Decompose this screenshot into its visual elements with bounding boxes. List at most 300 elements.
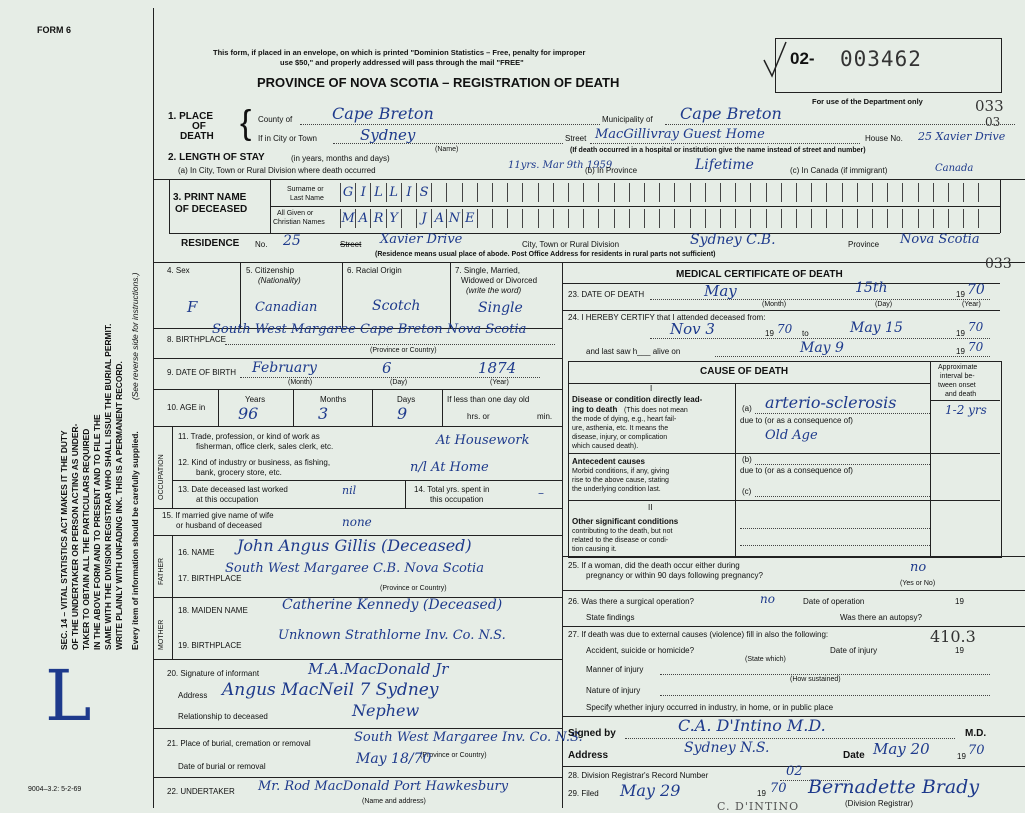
surname-cell (538, 183, 553, 202)
form-code: 9004–3.2: 5-2-69 (28, 786, 82, 793)
q26-yr: 19 (955, 597, 964, 606)
other-text-2: related to the disease or condi- (572, 537, 669, 544)
how-sustained: (How sustained) (790, 676, 841, 683)
residence-city-label: City, Town or Rural Division (522, 240, 620, 249)
surname-cell: L (370, 183, 385, 202)
to-yr-prefix: 19 (956, 329, 965, 338)
surname-cell: L (386, 183, 401, 202)
from-yr-prefix: 19 (765, 329, 774, 338)
father-bp-label: 17. BIRTHPLACE (178, 574, 242, 583)
cause-divider-antecedent (568, 453, 1000, 454)
given-cell (766, 209, 781, 228)
notice-line-2: use $50," and properly addressed will pass through the mail "FREE" (280, 58, 524, 67)
q23-label: 23. DATE OF DEATH (568, 290, 645, 299)
other-text-3: tion causing it. (572, 546, 617, 553)
divider-q25 (562, 590, 1025, 591)
side-line-2: OF THE UNDERTAKER OR PERSON ACTING AS UNDER- (70, 423, 80, 650)
surname-cell (690, 183, 705, 202)
sex-label: 4. Sex (167, 266, 190, 275)
divider-after-stay (153, 179, 1025, 180)
interval-label-3: tween onset (938, 382, 976, 389)
death-month-lbl: (Month) (762, 301, 787, 308)
side-line-4: IN THE ABOVE FORM AND TO PRESENT AND TO FILE THE (92, 414, 102, 650)
given-cell (659, 209, 674, 228)
residence-province-value: Nova Scotia (900, 232, 980, 247)
filed-date: May 29 (620, 781, 681, 800)
age-months-lbl: Months (320, 395, 347, 404)
last-seen-value: May 9 (800, 340, 844, 356)
q29-label: 29. Filed (568, 789, 599, 798)
surname-cell (477, 183, 492, 202)
dept-code-2: 03 (985, 115, 1001, 129)
nature-line (660, 695, 990, 696)
marital-label-1: 7. Single, Married, (455, 266, 520, 275)
citizen-label: 5. Citizenship (246, 266, 295, 275)
signed-yr-prefix: 19 (957, 752, 966, 761)
death-year-lbl: (Year) (962, 301, 981, 308)
antecedent-text-1: Morbid conditions, if any, giving (572, 468, 670, 475)
residence-city-value: Sydney C.B. (690, 232, 776, 248)
other-line-2 (740, 545, 930, 546)
cause-title: CAUSE OF DEATH (700, 366, 789, 377)
stay-c-value: Canada (935, 163, 974, 174)
citizen-sub: (Nationality) (258, 276, 301, 285)
divider-row-9 (153, 389, 562, 390)
manner-label: Manner of injury (586, 665, 644, 674)
given-cell (948, 209, 963, 228)
house-value: 25 Xavier Drive (918, 130, 1006, 143)
marital-sub: (write the word) (466, 286, 522, 295)
given-cell (538, 209, 553, 228)
surname-cell (553, 183, 568, 202)
birthplace-line (225, 344, 555, 345)
q24-line (650, 338, 990, 339)
given-cell (477, 209, 492, 228)
q25-label-2: pregnancy or within 90 days following pregnancy? (586, 571, 763, 580)
age-div-2 (293, 389, 294, 426)
disease-text-5: which caused death). (572, 443, 639, 450)
given-cell (826, 209, 841, 228)
divider-row-14 (153, 508, 562, 509)
cause-a-line (755, 413, 930, 414)
cause-due-label-2: due to (or as a consequence of) (740, 466, 853, 475)
surname-cell: I (401, 183, 416, 202)
burial-place-value: South West Margaree Inv. Co. N.S. (354, 730, 583, 745)
antecedent-title: Antecedent causes (572, 457, 645, 466)
notice-line-1: This form, if placed in an envelope, on which is printed "Dominion Statistics – Free, penalty for improper (213, 48, 586, 57)
age-days: 9 (397, 404, 408, 423)
signed-date-label: Date (843, 750, 865, 761)
divider-burial (153, 777, 562, 778)
surname-cell (796, 183, 811, 202)
md-label: M.D. (965, 728, 987, 739)
stay-label: 2. LENGTH OF STAY (168, 152, 265, 163)
surname-cell (644, 183, 659, 202)
specify-label: Specify whether injury occurred in industry, in home, or in public place (586, 703, 834, 712)
surname-cell (872, 183, 887, 202)
q13-label-1: 13. Date deceased last worked (178, 485, 288, 494)
given-cell (629, 209, 644, 228)
dob-label: 9. DATE OF BIRTH (167, 368, 237, 377)
signed-label: Signed by (568, 728, 616, 739)
cause-title-underline (568, 383, 930, 384)
undertaker-value: Mr. Rod MacDonald Port Hawkesbury (258, 779, 509, 794)
surname-cell (811, 183, 826, 202)
surname-cell (674, 183, 689, 202)
burial-date-label: Date of burial or removal (178, 762, 266, 771)
given-cell (507, 209, 522, 228)
surname-cell (842, 183, 857, 202)
min-label: min. (537, 412, 553, 421)
mother-maiden-value: Catherine Kennedy (Deceased) (282, 597, 503, 613)
city-value: Sydney (360, 126, 416, 144)
reg-prefix: 02- (790, 49, 815, 68)
surname-cell (963, 183, 978, 202)
informant-sig-value: M.A.MacDonald Jr (308, 660, 449, 678)
form-left-border (153, 8, 154, 808)
given-cell (522, 209, 537, 228)
stay-a-value: 11yrs. Mar 9th 1959 (508, 160, 613, 171)
surname-cell (462, 183, 477, 202)
informant-rel-value: Nephew (352, 701, 420, 720)
citizen-value: Canadian (255, 300, 318, 315)
cause-section-1: I (650, 384, 653, 393)
dept-use-label: For use of the Department only (812, 97, 923, 106)
given-cell (492, 209, 507, 228)
q12-value: n/l At Home (410, 460, 489, 475)
given-cell (887, 209, 902, 228)
stay-sub: (in years, months and days) (291, 154, 390, 163)
to-year: 70 (968, 320, 984, 334)
q13-label-2: at this occupation (196, 495, 259, 504)
given-cell (902, 209, 917, 228)
surname-cell (933, 183, 948, 202)
stay-a-label: (a) In City, Town or Rural Division where death occurred (178, 166, 376, 175)
given-cell (811, 209, 826, 228)
burial-date-value: May 18/70 (356, 751, 432, 767)
side-instructions (58, 10, 148, 650)
mother-bp-value: Unknown Strathlorne Inv. Co. N.S. (278, 628, 506, 643)
mother-side-div (172, 597, 173, 659)
street-value: MacGillivray Guest Home (595, 127, 765, 142)
from-year: 70 (777, 322, 793, 336)
q11-label-1: 11. Trade, profession, or kind of work as (178, 432, 320, 441)
given-cell: M (341, 211, 355, 226)
q26-state-label: State findings (586, 613, 635, 622)
given-label-2: Christian Names (273, 219, 325, 226)
medical-title-underline (562, 283, 1000, 284)
q11-value: At Housework (436, 433, 530, 448)
street-line (590, 143, 860, 144)
mother-bp-label: 19. BIRTHPLACE (178, 641, 242, 650)
given-cell (933, 209, 948, 228)
given-cell: N (446, 209, 461, 228)
given-cell: E (462, 209, 477, 228)
dob-month-lbl: (Month) (288, 379, 313, 386)
registrar-sub: (Division Registrar) (845, 799, 914, 808)
surname-cell (507, 183, 522, 202)
racial-label: 6. Racial Origin (347, 266, 402, 275)
age-years: 96 (238, 404, 259, 423)
manner-line (660, 674, 990, 675)
side-line-1: SEC. 14 – VITAL STATISTICS ACT MAKES IT THE DUTY (59, 430, 69, 650)
dob-line (240, 377, 540, 378)
cause-due-label-1: due to (or as a consequence of) (740, 416, 853, 425)
interval-header-underline (930, 400, 1000, 401)
surname-cell (720, 183, 735, 202)
surname-cell (948, 183, 963, 202)
signed-addr-value: Sydney N.S. (684, 740, 770, 756)
col-div-3 (450, 262, 451, 328)
given-cell (690, 209, 705, 228)
surname-cell (614, 183, 629, 202)
q27-code: 410.3 (930, 627, 976, 646)
given-cell (720, 209, 735, 228)
last-year: 70 (968, 340, 984, 354)
surname-cell (629, 183, 644, 202)
q26-date-label: Date of operation (803, 597, 865, 606)
municipality-label: Municipality of (602, 115, 653, 124)
given-cell (644, 209, 659, 228)
col-div-2 (342, 262, 343, 328)
less-day-label: If less than one day old (447, 395, 530, 404)
divider-informant (153, 728, 562, 729)
cause-a-label: (a) (742, 404, 752, 413)
surname-label-2: Last Name (290, 195, 324, 202)
surname-cell (887, 183, 902, 202)
filed-yr-prefix: 19 (757, 789, 766, 798)
divider-row-12 (172, 480, 562, 481)
stay-c-label: (c) In Canada (if immigrant) (790, 166, 888, 175)
divider-q25-top (562, 556, 1025, 557)
given-cell (963, 209, 978, 228)
signed-addr-label: Address (568, 750, 609, 761)
divider-q23 (562, 310, 1000, 311)
q26-value: no (760, 592, 775, 606)
reg-number: 003462 (840, 47, 922, 71)
interval-label-4: and death (945, 391, 977, 398)
municipality-value: Cape Breton (680, 104, 782, 123)
side-line-6: WRITE PLAINLY WITH UNFADING INK. THIS IS A PERMANENT RECORD. (114, 361, 124, 650)
occupation-side-div (172, 426, 173, 508)
age-years-lbl: Years (245, 395, 266, 404)
given-cell (553, 209, 568, 228)
dob-day-lbl: (Day) (390, 379, 408, 386)
residence-no-label: No. (255, 240, 268, 249)
q28-value: 02 (786, 764, 803, 779)
side-line-5: SAME WITH THE DIVISION REGISTRAR WHO SHALL ISSUE THE BURIAL PERMIT. (103, 323, 113, 650)
informant-addr-label: Address (178, 691, 208, 700)
other-title: Other significant conditions (572, 517, 679, 526)
q25-label-1: 25. If a woman, did the death occur either during (568, 561, 740, 570)
father-name-label: 16. NAME (178, 548, 215, 557)
form-label: FORM 6 (37, 25, 72, 35)
surname-cell (826, 183, 841, 202)
occupation-side-label: OCCUPATION (158, 454, 165, 500)
side-line-7: Every item of information should be carefully supplied. (130, 431, 140, 650)
burial-place-label: 21. Place of burial, cremation or removal (167, 739, 311, 748)
name-row-divider (270, 206, 1000, 207)
other-line-1 (740, 528, 930, 529)
divider-after-residence (153, 262, 1025, 263)
place-death-label: DEATH (180, 131, 214, 142)
surname-cell (446, 183, 461, 202)
city-name-sublabel: (Name) (435, 146, 459, 153)
surname-cell (705, 183, 720, 202)
county-label: County of (258, 115, 293, 124)
injury-yr: 19 (955, 646, 964, 655)
cause-divider-other (568, 500, 1000, 501)
given-cell (781, 209, 796, 228)
interval-label-2: interval be- (940, 373, 975, 380)
given-cell (842, 209, 857, 228)
given-cell (568, 209, 583, 228)
surname-cell (431, 183, 446, 202)
surname-cell (492, 183, 507, 202)
divider-row-10 (153, 426, 562, 427)
dept-code-1: 033 (975, 97, 1004, 115)
disease-title-2: ing to death (572, 405, 618, 414)
attended-from: Nov 3 (670, 320, 715, 338)
surname-cell (978, 183, 993, 202)
given-cell (401, 209, 416, 228)
dob-year: 1874 (478, 359, 517, 377)
antecedent-text-2: rise to the above cause, stating (572, 477, 669, 484)
surname-cell (857, 183, 872, 202)
surname-cell (750, 183, 765, 202)
dob-month: February (252, 360, 317, 376)
given-cell: R (370, 209, 385, 228)
given-cell (750, 209, 765, 228)
given-cell (614, 209, 629, 228)
stay-b-label: (b) In Province (585, 166, 638, 175)
q27-label: 27. If death was due to external causes (violence) fill in also the following: (568, 630, 829, 639)
father-side-div (172, 535, 173, 597)
age-months: 3 (318, 404, 329, 423)
cause-b-label: (b) (742, 455, 752, 464)
date-injury-label: Date of injury (830, 646, 878, 655)
q14-label-2: this occupation (430, 495, 484, 504)
margin-mark: L (45, 655, 92, 737)
given-cell (796, 209, 811, 228)
filed-yr: 70 (770, 781, 787, 796)
given-cell (978, 209, 993, 228)
surname-cell (918, 183, 933, 202)
informant-sig-label: 20. Signature of informant (167, 669, 260, 678)
center-divider (562, 262, 563, 808)
given-cell (674, 209, 689, 228)
surname-cell (598, 183, 613, 202)
signed-date-value: May 20 (873, 740, 930, 758)
father-name-value: John Angus Gillis (Deceased) (237, 536, 472, 555)
state-which-label: (State which) (745, 656, 786, 663)
last-yr-prefix: 19 (956, 347, 965, 356)
given-label-1: All Given or (277, 210, 314, 217)
given-cell (735, 209, 750, 228)
name-box-left (169, 179, 170, 233)
mother-side-label: MOTHER (158, 619, 165, 650)
q26-label: 26. Was there a surgical operation? (568, 597, 694, 606)
undertaker-sub: (Name and address) (362, 798, 426, 805)
birthplace-value: South West Margaree Cape Breton Nova Scotia (212, 322, 527, 337)
cause-c-line (755, 496, 930, 497)
col-div-1 (240, 262, 241, 328)
dob-day: 6 (382, 359, 392, 377)
street-label: Street (565, 134, 587, 143)
residence-province-label: Province (848, 240, 880, 249)
surname-cell (522, 183, 537, 202)
house-label: House No. (865, 134, 903, 143)
disease-text-4: disease, injury, or complication (572, 434, 668, 441)
dob-year-lbl: (Year) (490, 379, 509, 386)
residence-note: (Residence means usual place of abode. Post Office Address for residents in rural parts not sufficient) (375, 251, 716, 258)
given-cell: A (355, 209, 370, 228)
father-side-label: FATHER (158, 557, 165, 585)
q12-label-1: 12. Kind of industry or business, as fishing, (178, 458, 331, 467)
stay-b-value: Lifetime (695, 157, 754, 173)
last-seen-line (715, 356, 990, 357)
death-year: 70 (967, 282, 985, 298)
checkmark-icon (760, 40, 790, 80)
q23-line (650, 299, 990, 300)
residence-code: 033 (985, 256, 1012, 272)
place-brace: { (240, 104, 252, 142)
father-bp-value: South West Margaree C.B. Nova Scotia (225, 561, 484, 576)
place-label: 1. PLACE (168, 111, 214, 122)
given-cell: Y (386, 209, 401, 228)
side-line-8: (See reverse side for instructions.) (130, 272, 140, 400)
name-label-2: OF DECEASED (175, 204, 248, 215)
hrs-label: hrs. or (467, 412, 490, 421)
residence-no-value: 25 (283, 233, 301, 249)
burial-prov-sub: (Province or Country) (420, 752, 487, 759)
q24-label: 24. I HEREBY CERTIFY that I attended deceased from: (568, 313, 766, 322)
q14-label-1: 14. Total yrs. spent in (414, 485, 490, 494)
county-line (300, 124, 600, 125)
surname-cell (568, 183, 583, 202)
hospital-note: (If death occurred in a hospital or institution give the name instead of street and number) (570, 147, 866, 154)
informant-addr-value: Angus MacNeil 7 Sydney (222, 680, 439, 700)
birthplace-label: 8. BIRTHPLACE (167, 335, 226, 344)
sex-value: F (187, 298, 198, 316)
signed-value: C.A. D'Intino M.D. (678, 716, 826, 735)
marital-value: Single (478, 300, 523, 316)
q13-value: nil (342, 484, 357, 497)
county-value: Cape Breton (332, 104, 434, 123)
q14-value: – (538, 486, 544, 500)
name-label-1: 3. PRINT NAME (173, 192, 247, 203)
father-bp-sub: (Province or Country) (380, 585, 447, 592)
racial-value: Scotch (372, 298, 421, 314)
surname-cell (766, 183, 781, 202)
cause-c-label: (c) (742, 487, 752, 496)
given-cell (918, 209, 933, 228)
surname-cell (902, 183, 917, 202)
q28-label: 28. Division Registrar's Record Number (568, 771, 709, 780)
death-day: 15th (855, 280, 888, 296)
surname-cell: I (355, 183, 370, 202)
q15-label-1: 15. If married give name of wife (162, 511, 274, 520)
given-cell (872, 209, 887, 228)
birthplace-sub: (Province or Country) (370, 347, 437, 354)
attended-to: May 15 (850, 320, 903, 336)
undertaker-label: 22. UNDERTAKER (167, 787, 235, 796)
q26-autopsy-label: Was there an autopsy? (840, 613, 922, 622)
antecedent-text-3: the underlying condition last. (572, 486, 661, 493)
given-cell: A (431, 209, 446, 228)
signed-yr: 70 (968, 743, 985, 758)
surname-cell (735, 183, 750, 202)
